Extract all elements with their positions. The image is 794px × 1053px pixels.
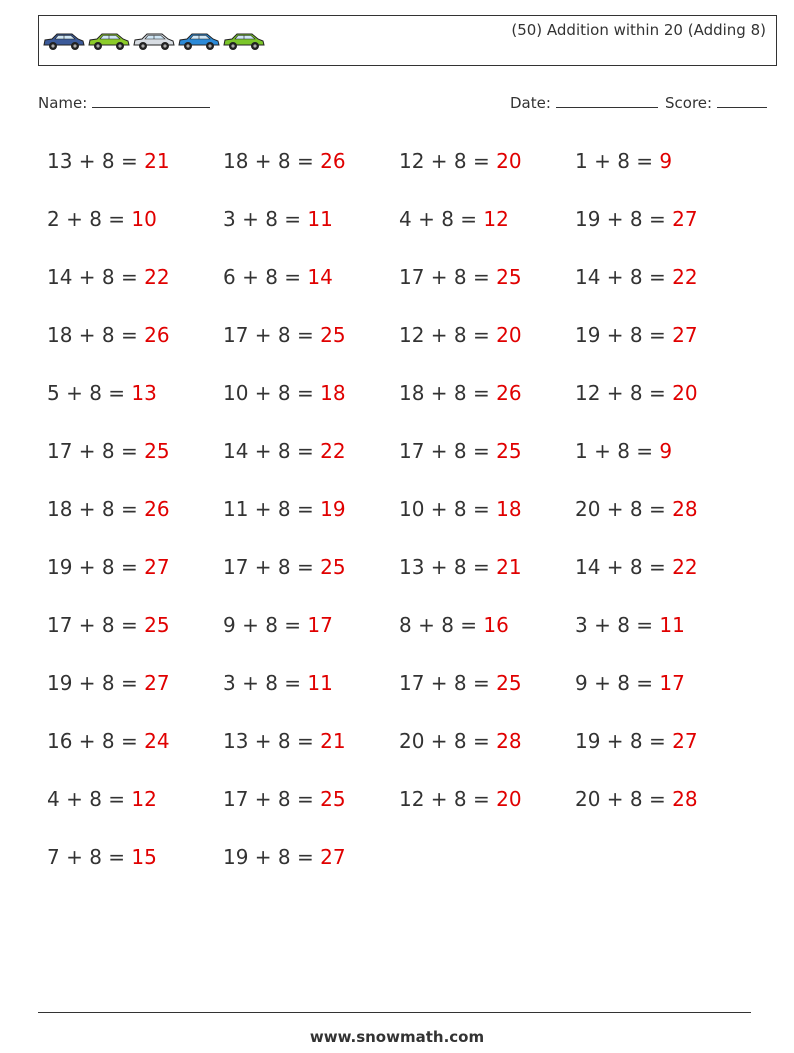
problem-item <box>399 666 575 724</box>
problem-question: 20 + 8 = <box>575 497 666 521</box>
problem-item <box>399 318 575 376</box>
car-icon <box>132 30 175 52</box>
problem-item <box>223 202 399 260</box>
problem-answer: 22 <box>672 555 698 579</box>
problem-answer: 21 <box>496 555 522 579</box>
problem-item <box>47 666 223 724</box>
worksheet-header <box>38 15 777 66</box>
problem-answer: 18 <box>320 381 346 405</box>
problem-item <box>399 260 575 318</box>
problem-item <box>47 608 223 666</box>
car-icon <box>222 30 265 52</box>
problem-item <box>223 550 399 608</box>
problem-answer: 16 <box>483 613 509 637</box>
problem-question: 16 + 8 = <box>47 729 138 753</box>
footer-url: www.snowmath.com <box>309 1028 485 1046</box>
problem-item <box>399 492 575 550</box>
problem-answer: 26 <box>496 381 522 405</box>
problem-question: 14 + 8 = <box>575 555 666 579</box>
problem-question: 1 + 8 = <box>575 149 654 173</box>
problem-item <box>223 492 399 550</box>
problem-question: 18 + 8 = <box>47 323 138 347</box>
date-blank <box>556 93 658 108</box>
problem-item <box>399 782 575 840</box>
problem-answer: 20 <box>496 323 522 347</box>
problem-item <box>223 144 399 202</box>
problem-answer: 25 <box>320 555 346 579</box>
problem-answer: 26 <box>320 149 346 173</box>
problem-answer: 20 <box>496 787 522 811</box>
problem-question: 19 + 8 = <box>47 555 138 579</box>
problem-answer: 22 <box>144 265 170 289</box>
problem-item <box>47 144 223 202</box>
problem-item <box>223 376 399 434</box>
problem-question: 17 + 8 = <box>47 439 138 463</box>
problem-question: 14 + 8 = <box>223 439 314 463</box>
problem-item <box>47 434 223 492</box>
problem-question: 13 + 8 = <box>399 555 490 579</box>
problem-question: 17 + 8 = <box>399 265 490 289</box>
problem-answer: 28 <box>672 787 698 811</box>
problem-question: 19 + 8 = <box>47 671 138 695</box>
problem-item <box>575 202 751 260</box>
problem-question: 7 + 8 = <box>47 845 126 869</box>
problem-question: 17 + 8 = <box>399 671 490 695</box>
problem-question: 17 + 8 = <box>47 613 138 637</box>
problem-item <box>223 724 399 782</box>
score-label: Score: <box>665 94 713 112</box>
problem-answer: 13 <box>131 381 157 405</box>
problem-item <box>399 376 575 434</box>
problem-item <box>47 782 223 840</box>
problem-answer: 17 <box>307 613 333 637</box>
problem-question: 8 + 8 = <box>399 613 478 637</box>
problem-item <box>399 434 575 492</box>
problem-answer: 18 <box>496 497 522 521</box>
problem-answer: 26 <box>144 497 170 521</box>
problem-answer: 28 <box>496 729 522 753</box>
footer-divider <box>38 1012 751 1013</box>
problem-item <box>223 782 399 840</box>
problem-question: 9 + 8 = <box>575 671 654 695</box>
problem-answer: 11 <box>659 613 685 637</box>
problem-question: 10 + 8 = <box>399 497 490 521</box>
car-icon <box>177 30 220 52</box>
problem-question: 17 + 8 = <box>223 323 314 347</box>
problem-question: 13 + 8 = <box>223 729 314 753</box>
problem-item <box>575 376 751 434</box>
car-icon <box>42 30 85 52</box>
problem-answer: 14 <box>307 265 333 289</box>
problem-answer: 11 <box>307 207 333 231</box>
problem-question: 18 + 8 = <box>399 381 490 405</box>
problem-item <box>47 550 223 608</box>
problem-answer: 27 <box>144 555 170 579</box>
problem-answer: 12 <box>131 787 157 811</box>
problem-answer: 12 <box>483 207 509 231</box>
problem-item <box>223 434 399 492</box>
problem-question: 6 + 8 = <box>223 265 302 289</box>
problem-question: 13 + 8 = <box>47 149 138 173</box>
problem-answer: 9 <box>659 439 673 463</box>
car-icons <box>42 30 265 52</box>
problem-question: 4 + 8 = <box>399 207 478 231</box>
car-icon <box>87 30 130 52</box>
problem-answer: 17 <box>659 671 685 695</box>
worksheet-title: (50) Addition within 20 (Adding 8) <box>511 21 766 39</box>
problem-item <box>575 782 751 840</box>
problem-answer: 21 <box>144 149 170 173</box>
problem-question: 5 + 8 = <box>47 381 126 405</box>
problem-question: 20 + 8 = <box>575 787 666 811</box>
name-label: Name: <box>38 94 88 112</box>
problem-question: 12 + 8 = <box>575 381 666 405</box>
problem-item <box>399 144 575 202</box>
problem-answer: 25 <box>496 671 522 695</box>
problem-item <box>47 376 223 434</box>
date-label: Date: <box>510 94 551 112</box>
problem-question: 17 + 8 = <box>223 787 314 811</box>
problem-answer: 20 <box>672 381 698 405</box>
problem-item <box>223 260 399 318</box>
problem-question: 3 + 8 = <box>223 207 302 231</box>
problem-answer: 25 <box>144 613 170 637</box>
problem-answer: 27 <box>144 671 170 695</box>
name-blank <box>92 93 210 108</box>
problem-item <box>399 608 575 666</box>
problem-answer: 27 <box>672 207 698 231</box>
problem-answer: 22 <box>672 265 698 289</box>
problem-item <box>399 550 575 608</box>
problem-item <box>47 202 223 260</box>
problem-question: 19 + 8 = <box>223 845 314 869</box>
problem-item <box>575 144 751 202</box>
problem-question: 17 + 8 = <box>399 439 490 463</box>
problem-question: 19 + 8 = <box>575 323 666 347</box>
problem-item <box>223 608 399 666</box>
problem-answer: 15 <box>131 845 157 869</box>
problem-question: 4 + 8 = <box>47 787 126 811</box>
problem-answer: 24 <box>144 729 170 753</box>
problem-answer: 25 <box>320 787 346 811</box>
name-field <box>38 93 210 112</box>
problem-question: 11 + 8 = <box>223 497 314 521</box>
problem-question: 18 + 8 = <box>223 149 314 173</box>
problem-grid <box>47 144 787 898</box>
problem-item <box>399 724 575 782</box>
problem-item <box>223 840 399 898</box>
problem-answer: 25 <box>496 439 522 463</box>
problem-answer: 19 <box>320 497 346 521</box>
problem-item <box>575 260 751 318</box>
problem-item <box>47 318 223 376</box>
problem-answer: 28 <box>672 497 698 521</box>
problem-question: 2 + 8 = <box>47 207 126 231</box>
problem-answer: 21 <box>320 729 346 753</box>
problem-question: 14 + 8 = <box>47 265 138 289</box>
problem-question: 18 + 8 = <box>47 497 138 521</box>
problem-item <box>223 666 399 724</box>
score-field <box>665 93 767 112</box>
problem-answer: 20 <box>496 149 522 173</box>
problem-question: 20 + 8 = <box>399 729 490 753</box>
problem-answer: 25 <box>320 323 346 347</box>
problem-item <box>575 434 751 492</box>
problem-item <box>575 666 751 724</box>
score-blank <box>717 93 767 108</box>
date-field <box>510 93 658 112</box>
problem-item <box>575 318 751 376</box>
problem-item <box>575 492 751 550</box>
problem-item <box>47 492 223 550</box>
problem-question: 19 + 8 = <box>575 207 666 231</box>
problem-question: 12 + 8 = <box>399 323 490 347</box>
problem-question: 12 + 8 = <box>399 787 490 811</box>
problem-item <box>47 840 223 898</box>
problem-answer: 11 <box>307 671 333 695</box>
problem-question: 10 + 8 = <box>223 381 314 405</box>
problem-question: 17 + 8 = <box>223 555 314 579</box>
problem-answer: 27 <box>320 845 346 869</box>
problem-question: 9 + 8 = <box>223 613 302 637</box>
problem-answer: 25 <box>496 265 522 289</box>
problem-question: 1 + 8 = <box>575 439 654 463</box>
problem-question: 3 + 8 = <box>575 613 654 637</box>
problem-answer: 9 <box>659 149 673 173</box>
problem-item <box>399 202 575 260</box>
problem-item <box>575 608 751 666</box>
problem-answer: 25 <box>144 439 170 463</box>
problem-answer: 27 <box>672 729 698 753</box>
problem-item <box>47 724 223 782</box>
problem-answer: 10 <box>131 207 157 231</box>
problem-item <box>47 260 223 318</box>
problem-answer: 22 <box>320 439 346 463</box>
problem-item <box>223 318 399 376</box>
problem-answer: 27 <box>672 323 698 347</box>
problem-item <box>575 550 751 608</box>
problem-answer: 26 <box>144 323 170 347</box>
problem-question: 12 + 8 = <box>399 149 490 173</box>
problem-question: 14 + 8 = <box>575 265 666 289</box>
problem-item <box>575 724 751 782</box>
problem-question: 19 + 8 = <box>575 729 666 753</box>
problem-question: 3 + 8 = <box>223 671 302 695</box>
